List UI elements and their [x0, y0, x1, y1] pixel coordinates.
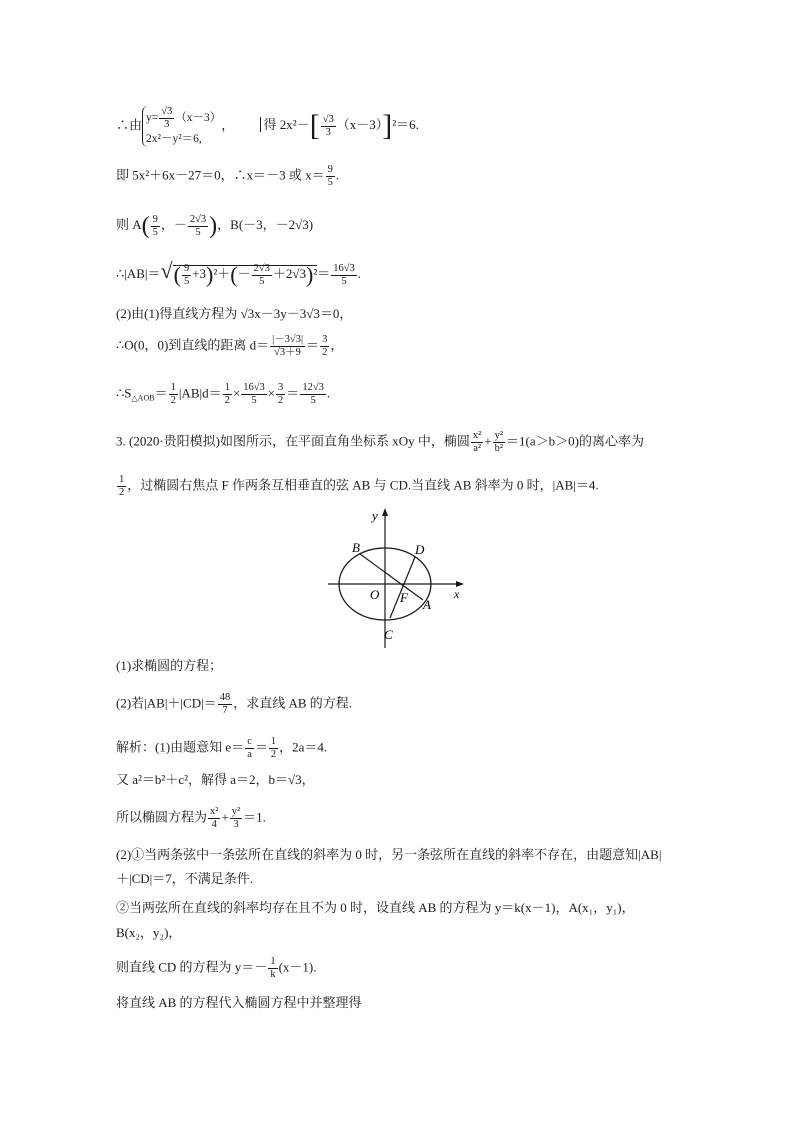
- analysis-line-1: 解析：(1)由题意知 e＝ $\frac{c}{a}$ ＝ $\frac{1}{2}$ ，2a＝4.: [116, 736, 328, 760]
- label-x: x: [454, 587, 460, 601]
- analysis-line-8: 则直线 CD 的方程为 y＝－ $\frac{1}{k}$ (x－1).: [116, 956, 317, 980]
- label-y: y: [372, 508, 378, 523]
- analysis-line-3: 所以椭圆方程为 $\frac{\text{x²}}{4}$ + $\frac{\text{y²}}{3}$ ＝1.: [116, 806, 266, 830]
- problem3-intro: 3. (2020·贵阳模拟)如图所示，在平面直角坐标系 xOy 中，椭圆 $\frac{\text{x²}}{\text{a²}}$ + $\frac{\text{y²}}{\text{b²}}$ ＝1(a＞b＞0)的离心率为: [116, 430, 644, 454]
- distance-line: ∴O(0，0)到直线的距离 d＝ $\frac{|-3√3|}{√3+9}$ ＝ $\frac{3}{2}$ ，: [116, 334, 344, 358]
- line-equation: (2)由(1)得直线方程为 √3x－3y－3√3＝0，: [116, 306, 353, 321]
- analysis-line-9: 将直线 AB 的方程代入椭圆方程中并整理得: [116, 995, 362, 1010]
- points-line: 则 A( $\frac{9}{5}$ ，－ $\frac{2√3}{5}$ )，B(－3，－2√3): [116, 213, 314, 239]
- question-2: (2)若|AB|＋|CD|＝ $\frac{48}{7}$ ，求直线 AB 的方程.: [116, 692, 352, 716]
- label-c: C: [384, 627, 393, 642]
- analysis-line-6: ②当两弦所在直线的斜率均存在且不为 0 时，设直线 AB 的方程为 y＝k(x－1)，A(x₁，y₁)，: [116, 900, 635, 915]
- area-line: $\therefore S_{\triangle AOB}=$ $\frac{1}{2}$ |AB|d＝ $\frac{1}{2}$ × $\frac{16√3}{5}$ × $\frac{3}{2}$ ＝ $\frac{12√3}{5}$ .: [116, 382, 331, 406]
- question-1: (1)求椭圆的方程；: [116, 658, 223, 673]
- analysis-line-2: 又 a²＝b²＋c²，解得 a＝2，b＝√3，: [116, 772, 315, 787]
- system-line: ∴由 y= $\frac{√3}{3}$ （x－3） 2x²－y²＝6,， 得 2x²－[ $\frac{√3}{3}$ （x－3）]²＝6.: [116, 106, 419, 145]
- label-b: B: [352, 540, 360, 555]
- ellipse-figure: [326, 506, 471, 651]
- label-f: F: [400, 590, 408, 605]
- analysis-line-5: ＋|CD|＝7，不满足条件.: [116, 871, 254, 886]
- equation-system: y= $\frac{√3}{3}$ （x－3） 2x²－y²＝6,: [142, 106, 221, 147]
- chord-cd: [390, 557, 415, 618]
- label-d: D: [415, 542, 425, 557]
- analysis-line-4: (2)①当两条弦中一条弦所在直线的斜率为 0 时，另一条弦所在直线的斜率不存在，由题意知|AB|: [116, 847, 662, 862]
- problem3-line2: $\frac{1}{2}$ ，过椭圆右焦点 F 作两条互相垂直的弦 AB 与 CD.当直线 AB 斜率为 0 时，|AB|＝4.: [119, 474, 599, 498]
- label-o: O: [370, 587, 380, 602]
- label-a: A: [423, 597, 431, 612]
- analysis-line-7: B(x₂，y₂)，: [116, 925, 182, 940]
- quadratic-line: 即 5x²＋6x－27＝0，∴x＝－3 或 x＝ $\frac{9}{5}$ .: [116, 164, 340, 188]
- ab-length-line: ∴|AB|＝√( $\frac{9}{5}$ +3)²＋(－ $\frac{2√3}{5}$ ＋2√3)²＝ $\frac{16√3}{5}$ .: [116, 257, 362, 287]
- system-prefix: ∴由: [116, 117, 143, 133]
- y-axis-arrow: [382, 508, 388, 516]
- system-result: 得 2x²－[ $\frac{√3}{3}$ （x－3）]²＝6.: [260, 117, 419, 132]
